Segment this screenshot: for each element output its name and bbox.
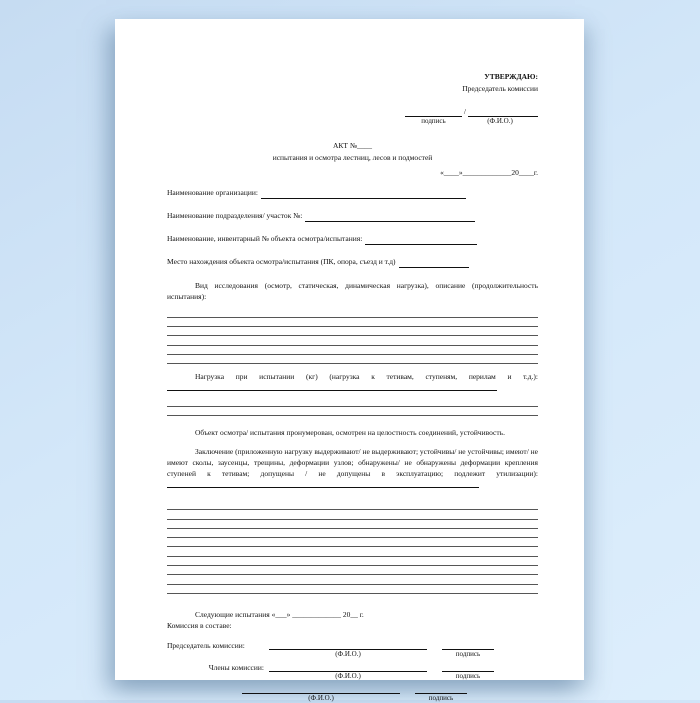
write-in-rule (167, 566, 538, 575)
fio-caption: (Ф.И.О.) (335, 671, 361, 680)
fio-blank-line (242, 684, 400, 694)
fio-caption: (Ф.И.О.) (308, 693, 334, 702)
load-paragraph-text: Нагрузка при испытании (кг) (нагрузка к тетивам, ступеням, перилам и т.д.): (195, 372, 538, 382)
approval-block (378, 71, 538, 126)
field-label: Наименование организации: (167, 188, 258, 197)
field-label: Наименование подразделения/ участок №: (167, 211, 303, 220)
sign-column (415, 684, 467, 703)
approve-signature (378, 107, 538, 126)
act-date-line: «____»_____________20____г. (440, 168, 538, 177)
signature-row-member-2 (167, 684, 538, 703)
fio-blank-line (269, 662, 427, 672)
blank-line (167, 383, 497, 391)
approve-role: Председатель комиссии (462, 83, 538, 93)
write-in-rule (167, 407, 538, 416)
commission-heading: Комиссия в составе: (167, 621, 232, 631)
write-in-rule (167, 346, 538, 355)
object-inspection-note: Объект осмотра/ испытания пронумерован, осмотрен на целостность соединений, устойчивость. (195, 428, 505, 438)
conclusion-write-in-lines (167, 501, 538, 594)
field-blank-line (305, 213, 475, 222)
write-in-rule (167, 529, 538, 538)
act-subtitle: испытания и осмотра лестниц, лесов и подмостей (272, 152, 433, 162)
field-blank-line (399, 259, 469, 268)
conclusion-paragraph (167, 446, 538, 491)
sign-column (442, 640, 494, 659)
write-in-rule (167, 398, 538, 407)
write-in-rule (167, 309, 538, 318)
approve-heading: УТВЕРЖДАЮ: (484, 72, 538, 81)
signature-row-label: Председатель комиссии: (167, 640, 245, 650)
field-object-location (167, 257, 538, 268)
field-label: Место нахождения объекта осмотра/испытания (ПК, опора, съезд и т.д) (167, 257, 396, 266)
next-tests-line: Следующие испытания «___» _____________ 20__ г. (195, 609, 364, 619)
conclusion-text: Заключение (приложенную нагрузку выдерживают/ не выдерживают; устойчивы/ не устойчивы; имеют/ не имеют сколы, заусенцы, трещины, деформации узлов; обнаружены/ не обнаружены деформации крепления ступеней к тетивам; допущены / не допущены в эксплуатацию; подлежит утилизации): (167, 446, 538, 479)
write-in-rule (167, 501, 538, 510)
field-object-name (167, 234, 538, 245)
write-in-rule (167, 520, 538, 529)
write-in-rule (167, 557, 538, 566)
signature-blank-line (415, 684, 467, 694)
sign-caption: подпись (421, 117, 446, 125)
signature-blank-line (405, 108, 462, 117)
blank-line (167, 480, 479, 488)
document-page (115, 19, 584, 702)
act-number-title: АКТ №____ (332, 141, 373, 150)
write-in-rule (167, 510, 538, 519)
signature-row-members (167, 662, 538, 681)
research-type-paragraph: Вид исследования (осмотр, статическая, динамическая нагрузка), описание (продолжительность испытания): (167, 280, 538, 301)
research-write-in-lines (167, 309, 538, 365)
signature-rows (167, 640, 538, 703)
load-write-in-lines (167, 398, 538, 416)
document-title-block (167, 140, 538, 163)
write-in-rule (167, 547, 538, 556)
field-blank-line (261, 190, 466, 199)
fio-caption: (Ф.И.О.) (487, 117, 513, 125)
write-in-rule (167, 575, 538, 584)
signature-row-chairman (167, 640, 538, 659)
fio-signature-column (242, 684, 400, 703)
sign-caption: подпись (455, 649, 481, 658)
load-paragraph (167, 371, 538, 394)
signature-blank-line (442, 640, 494, 650)
write-in-rule (167, 538, 538, 547)
write-in-rule (167, 585, 538, 594)
header-fields (167, 188, 538, 268)
fio-blank-line (468, 108, 538, 117)
fio-caption: (Ф.И.О.) (335, 649, 361, 658)
slash-separator: / (463, 106, 466, 116)
signature-row-label: Члены комиссии: (208, 662, 264, 672)
fio-signature-column (269, 662, 427, 681)
write-in-rule (167, 318, 538, 327)
field-blank-line (365, 236, 477, 245)
sign-column (442, 662, 494, 681)
field-label: Наименование, инвентарный № объекта осмотра/испытания: (167, 234, 363, 243)
field-subdivision (167, 211, 538, 222)
sign-caption: подпись (428, 693, 454, 702)
write-in-rule (167, 355, 538, 364)
signature-blank-line (442, 662, 494, 672)
write-in-rule (167, 336, 538, 345)
sign-caption: подпись (455, 671, 481, 680)
fio-blank-line (269, 640, 427, 650)
write-in-rule (167, 327, 538, 336)
field-organization (167, 188, 538, 199)
fio-signature-column (269, 640, 427, 659)
signature-row-label (167, 684, 237, 703)
